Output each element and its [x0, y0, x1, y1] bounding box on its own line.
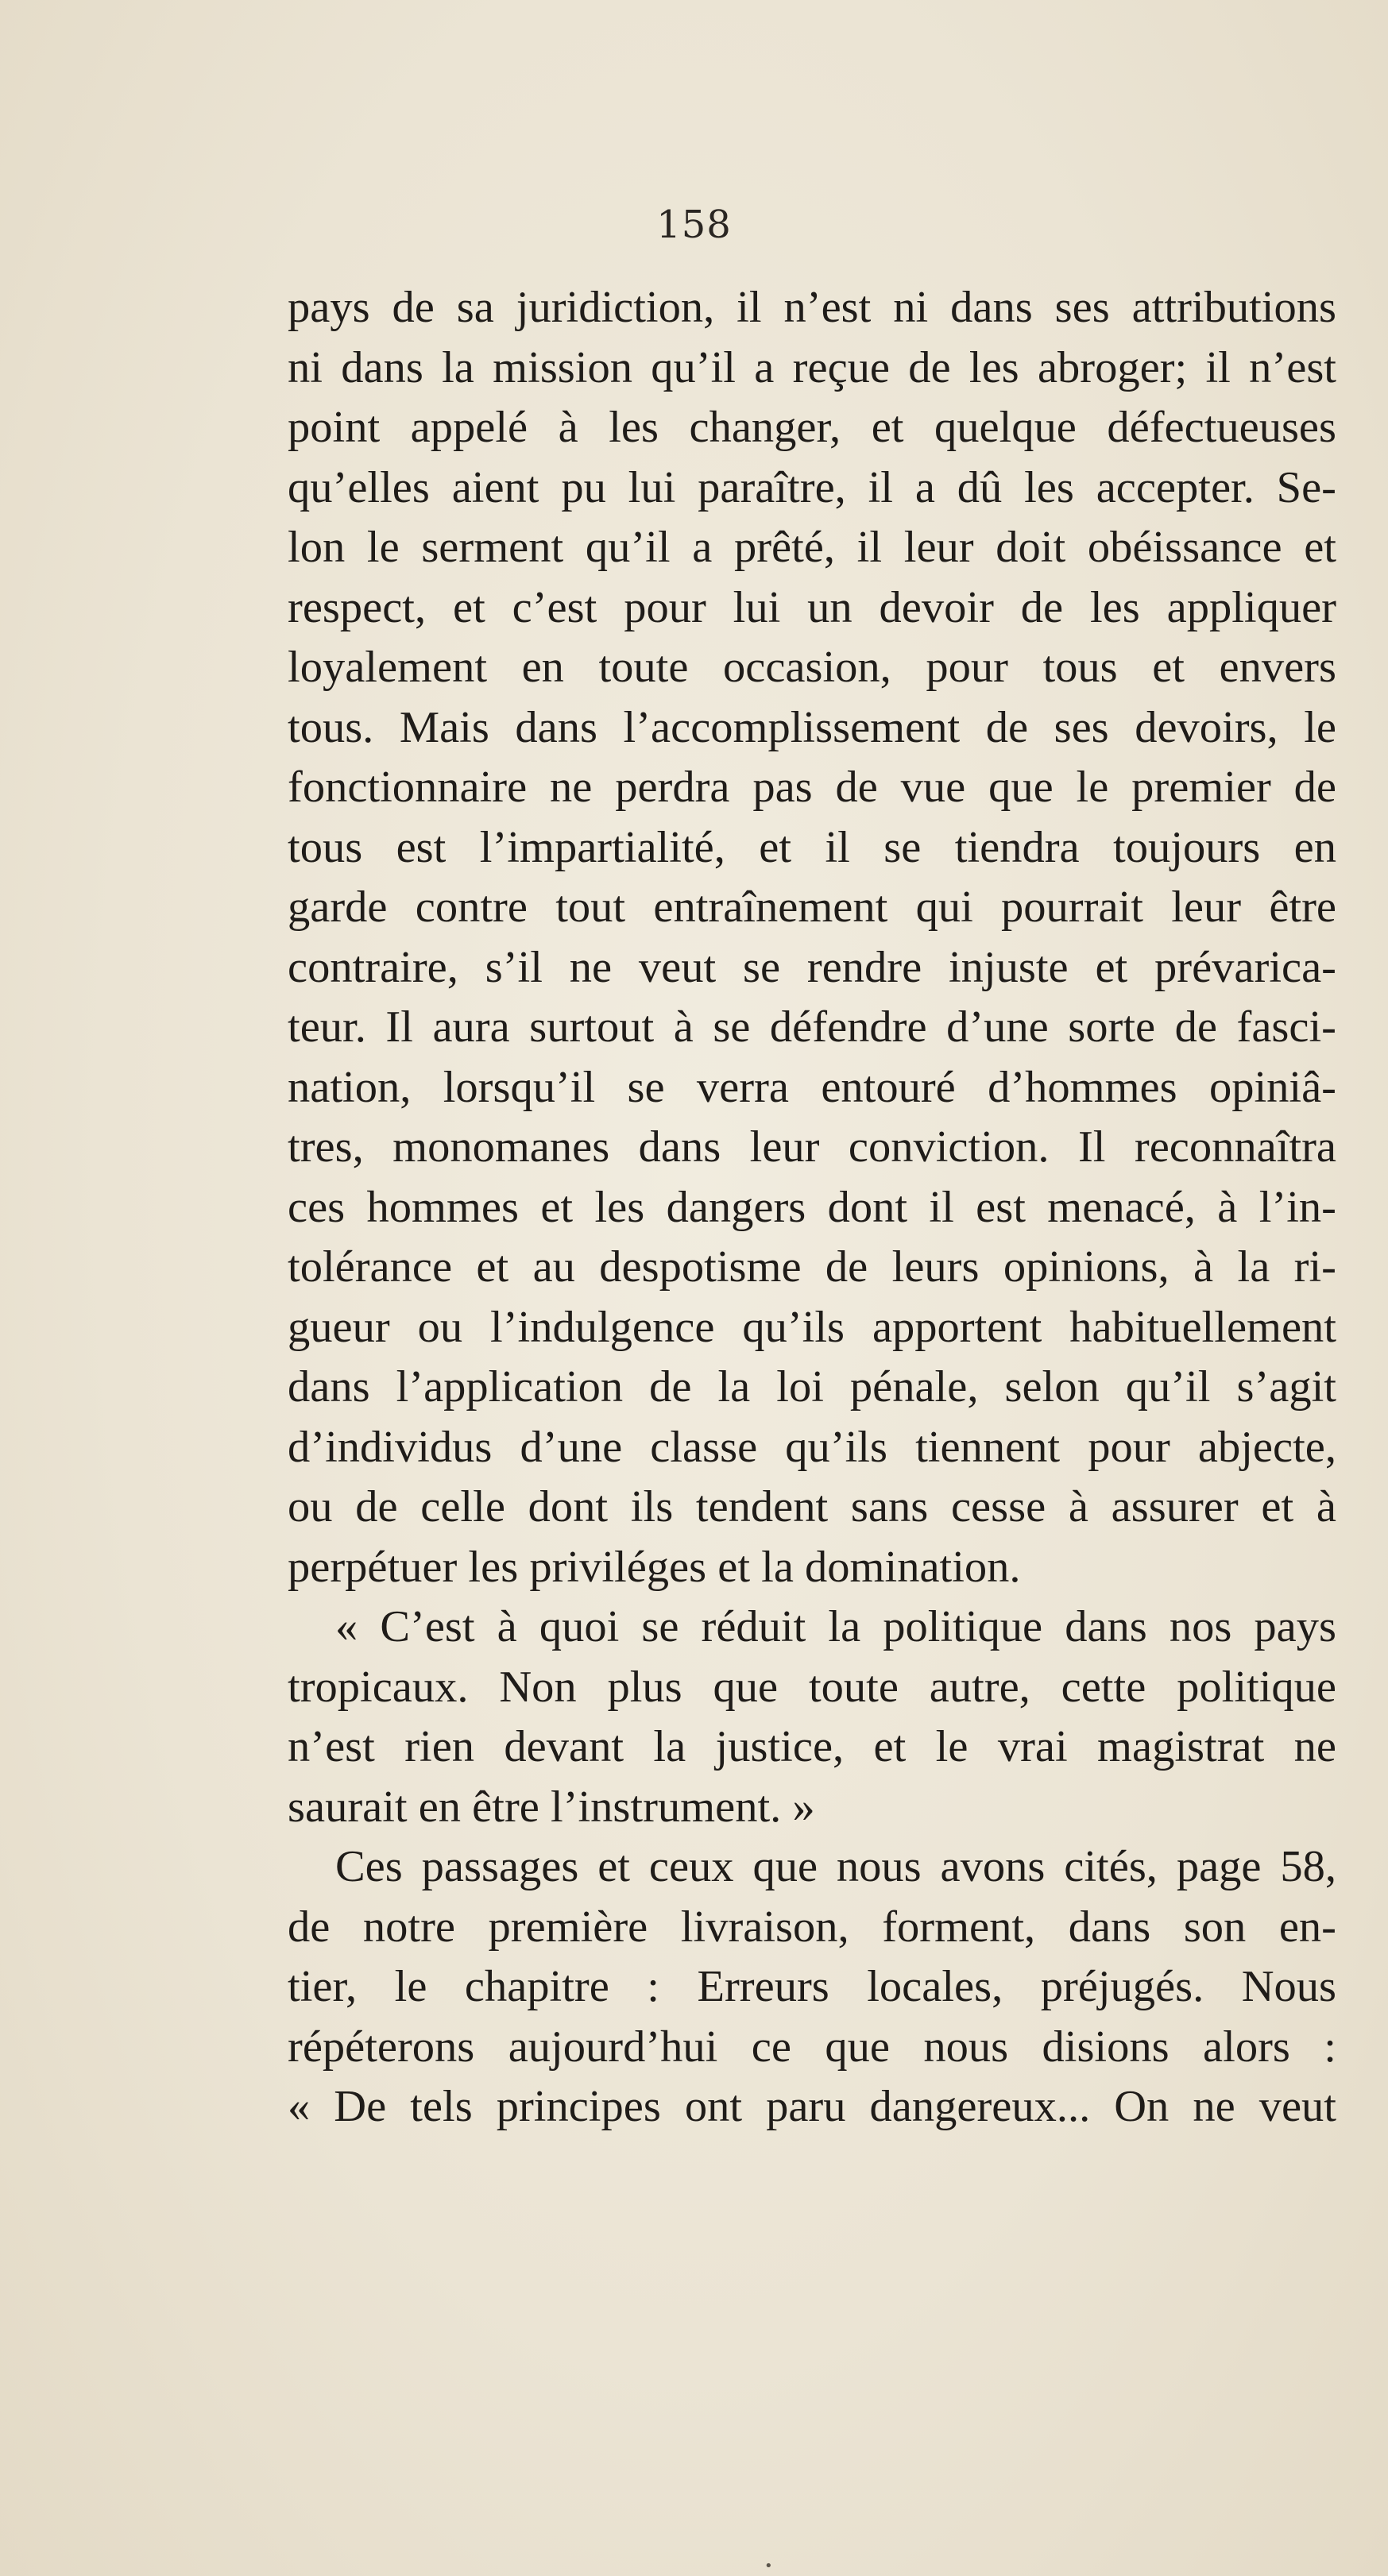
text-line: Ces passages et ceux que nous avons cités, page 58,	[335, 1842, 1336, 1891]
text-line: nation, lorsqu’il se verra entouré d’hommes opiniâ-	[288, 1062, 1336, 1112]
text-line: répéterons aujourd’hui ce que nous disions alors :	[288, 2022, 1336, 2072]
text-line: saurait en être l’instrument. »	[288, 1782, 815, 1832]
text-line: ces hommes et les dangers dont il est menacé, à l’in-	[288, 1182, 1336, 1232]
text-line: qu’elles aient pu lui paraître, il a dû les accepter. Se-	[288, 462, 1336, 512]
text-line: loyalement en toute occasion, pour tous et envers	[288, 643, 1336, 692]
text-line: tolérance et au despotisme de leurs opinions, à la ri-	[288, 1242, 1336, 1292]
text-line: dans l’application de la loi pénale, selon qu’il s’agit	[288, 1362, 1336, 1412]
text-line: garde contre tout entraînement qui pourrait leur être	[288, 882, 1336, 932]
ink-speck-icon: •	[764, 2558, 773, 2574]
text-line: lon le serment qu’il a prêté, il leur doit obéissance et	[288, 523, 1336, 572]
text-line: d’individus d’une classe qu’ils tiennent pour abjecte,	[288, 1422, 1336, 1472]
text-line: n’est rien devant la justice, et le vrai magistrat ne	[288, 1722, 1336, 1771]
text-line: « C’est à quoi se réduit la politique dans nos pays	[335, 1602, 1336, 1651]
text-line: de notre première livraison, forment, dans son en-	[288, 1902, 1336, 1952]
text-line: tropicaux. Non plus que toute autre, cette politique	[288, 1662, 1336, 1712]
text-line: ni dans la mission qu’il a reçue de les abroger; il n’est	[288, 342, 1336, 392]
text-line: contraire, s’il ne veut se rendre injuste et prévarica-	[288, 942, 1336, 992]
text-line: point appelé à les changer, et quelque défectueuses	[288, 403, 1336, 452]
text-line: « De tels principes ont paru dangereux... On ne veut	[288, 2082, 1336, 2131]
text-line: tres, monomanes dans leur conviction. Il reconnaîtra	[288, 1122, 1336, 1172]
body-text	[288, 278, 1336, 2138]
text-line: perpétuer les priviléges et la domination.	[288, 1542, 1021, 1592]
text-line: fonctionnaire ne perdra pas de vue que le premier de	[288, 763, 1336, 812]
text-line: pays de sa juridiction, il n’est ni dans ses attributions	[288, 283, 1336, 332]
text-line: ou de celle dont ils tendent sans cesse à assurer et à	[288, 1482, 1336, 1531]
text-line: respect, et c’est pour lui un devoir de les appliquer	[288, 582, 1336, 632]
text-line: tier, le chapitre : Erreurs locales, préjugés. Nous	[288, 1962, 1336, 2011]
page-number: 158	[656, 203, 732, 247]
text-line: tous est l’impartialité, et il se tiendra toujours en	[288, 822, 1336, 872]
text-line: teur. Il aura surtout à se défendre d’une sorte de fasci-	[288, 1002, 1336, 1052]
text-line: tous. Mais dans l’accomplissement de ses devoirs, le	[288, 702, 1336, 752]
text-line: gueur ou l’indulgence qu’ils apportent habituellement	[288, 1302, 1336, 1352]
